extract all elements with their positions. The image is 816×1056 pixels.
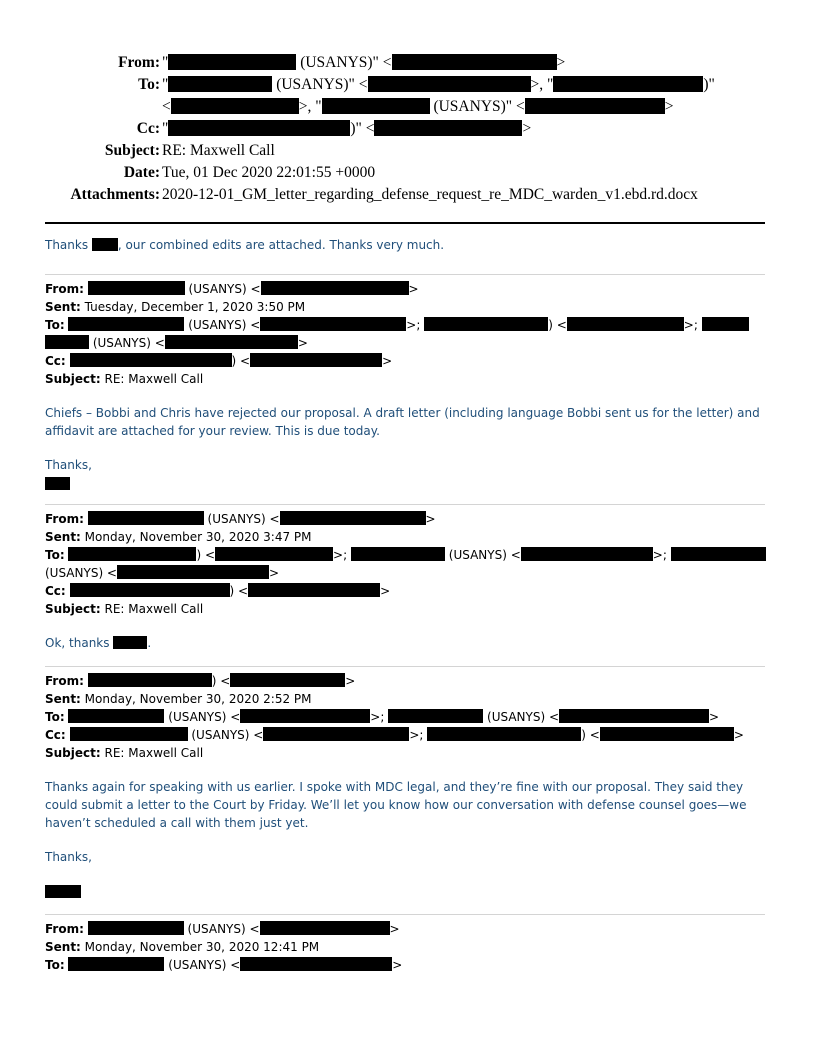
header-cc-label: Cc: bbox=[136, 120, 160, 137]
message-subject: Subject: RE: Maxwell Call bbox=[45, 372, 204, 386]
redaction bbox=[45, 335, 89, 349]
message-to-continued: (USANYS) < > bbox=[45, 334, 765, 352]
redaction bbox=[671, 547, 766, 561]
redaction bbox=[368, 76, 531, 92]
email-header bbox=[0, 52, 816, 206]
header-divider bbox=[45, 222, 765, 224]
header-attachment-filename[interactable]: 2020-12-01_GM_letter_regarding_defense_request_re_MDC_warden_v1.ebd.rd.docx bbox=[162, 186, 698, 203]
message-text: Chiefs – Bobbi and Chris have rejected our proposal. A draft letter (including language Bobbi sent us for the letter) and affidavit are attached for your review. This is due today. bbox=[45, 406, 760, 438]
redaction bbox=[521, 547, 653, 561]
redaction bbox=[427, 727, 581, 741]
header-attachments-row bbox=[0, 184, 816, 206]
redaction bbox=[260, 921, 390, 935]
redaction bbox=[168, 54, 296, 70]
header-to-row-continued bbox=[0, 96, 816, 118]
header-from-value: " (USANYS)" < > bbox=[162, 54, 566, 71]
redaction bbox=[263, 727, 409, 741]
redaction bbox=[322, 98, 430, 114]
header-to-row bbox=[0, 74, 816, 96]
message-to: To: (USANYS) < > bbox=[45, 958, 403, 972]
redaction bbox=[68, 547, 196, 561]
message-sent: Sent: Tuesday, December 1, 2020 3:50 PM bbox=[45, 300, 306, 314]
redaction bbox=[260, 317, 406, 331]
redaction bbox=[68, 709, 164, 723]
redaction bbox=[424, 317, 548, 331]
header-from-label: From: bbox=[118, 54, 160, 71]
signature-redaction bbox=[45, 885, 81, 898]
message-signoff: Thanks, bbox=[45, 850, 92, 864]
message-cc: Cc: ) < > bbox=[45, 354, 393, 368]
opening-message: Thanks , our combined edits are attached. Thanks very much. bbox=[45, 238, 445, 252]
message-to: To: ) < >; (USANYS) < >; bbox=[45, 546, 765, 564]
redaction bbox=[280, 511, 426, 525]
redaction bbox=[215, 547, 333, 561]
message-subject: Subject: RE: Maxwell Call bbox=[45, 602, 204, 616]
message-to-continued: (USANYS) < > bbox=[45, 566, 280, 580]
message-from: From: (USANYS) < > bbox=[45, 512, 436, 526]
message-to: To: (USANYS) < >; ) < >; bbox=[45, 316, 765, 334]
redaction bbox=[250, 353, 382, 367]
header-date-label: Date: bbox=[123, 164, 160, 181]
quoted-message bbox=[45, 274, 765, 490]
redaction bbox=[165, 335, 298, 349]
redaction bbox=[168, 120, 350, 136]
message-sent: Sent: Monday, November 30, 2020 2:52 PM bbox=[45, 692, 312, 706]
redaction bbox=[117, 565, 269, 579]
quoted-message bbox=[45, 914, 765, 974]
redaction bbox=[168, 76, 272, 92]
redaction bbox=[559, 709, 709, 723]
redaction bbox=[88, 281, 185, 295]
redaction bbox=[113, 636, 147, 649]
header-date-row bbox=[0, 162, 816, 184]
header-subject-row bbox=[0, 140, 816, 162]
message-text: Ok, thanks . bbox=[45, 636, 152, 650]
redaction bbox=[88, 511, 204, 525]
redaction bbox=[240, 709, 370, 723]
redaction bbox=[88, 673, 212, 687]
redaction bbox=[351, 547, 445, 561]
redaction bbox=[230, 673, 345, 687]
message-cc: Cc: ) < > bbox=[45, 584, 391, 598]
header-cc-value: " )" < > bbox=[162, 120, 532, 137]
header-to-value: " (USANYS)" < >, " )" bbox=[162, 76, 715, 93]
message-from: From: (USANYS) < > bbox=[45, 922, 400, 936]
redaction bbox=[388, 709, 483, 723]
redaction bbox=[240, 957, 392, 971]
header-attachments-label: Attachments: bbox=[70, 186, 160, 203]
redaction bbox=[567, 317, 684, 331]
redaction bbox=[70, 727, 188, 741]
message-from: From: (USANYS) < > bbox=[45, 282, 419, 296]
header-date-value: Tue, 01 Dec 2020 22:01:55 +0000 bbox=[162, 164, 376, 181]
message-cc: Cc: (USANYS) < >; ) < > bbox=[45, 728, 744, 742]
redaction bbox=[70, 583, 230, 597]
redaction bbox=[702, 317, 749, 331]
redaction bbox=[525, 98, 665, 114]
redaction bbox=[70, 353, 232, 367]
header-to-label: To: bbox=[138, 76, 160, 93]
redaction bbox=[374, 120, 522, 136]
redaction bbox=[553, 76, 703, 92]
message-text: Thanks again for speaking with us earlier. I spoke with MDC legal, and they’re fine with our proposal. They said they could submit a letter to the Court by Friday. We’ll let you know how our conversation with defense counsel goes—we haven’t scheduled a call with them just yet. bbox=[45, 780, 747, 830]
message-from: From: ) < > bbox=[45, 674, 356, 688]
redaction bbox=[88, 921, 184, 935]
quoted-message bbox=[45, 504, 765, 652]
signature-redaction bbox=[45, 477, 70, 490]
header-subject-value: RE: Maxwell Call bbox=[162, 142, 275, 159]
redaction bbox=[68, 957, 164, 971]
header-to-value-continued: < >, " (USANYS)" < > bbox=[162, 98, 674, 115]
header-subject-label: Subject: bbox=[104, 142, 160, 159]
redaction bbox=[261, 281, 409, 295]
message-sent: Sent: Monday, November 30, 2020 3:47 PM bbox=[45, 530, 312, 544]
redaction bbox=[392, 54, 557, 70]
redaction bbox=[68, 317, 184, 331]
redaction bbox=[171, 98, 299, 114]
redaction bbox=[600, 727, 734, 741]
header-from-row bbox=[0, 52, 816, 74]
redaction bbox=[248, 583, 380, 597]
redaction bbox=[92, 238, 118, 251]
message-signoff: Thanks, bbox=[45, 458, 92, 472]
quoted-message bbox=[45, 666, 765, 898]
message-subject: Subject: RE: Maxwell Call bbox=[45, 746, 204, 760]
header-cc-row bbox=[0, 118, 816, 140]
message-to: To: (USANYS) < >; (USANYS) < > bbox=[45, 710, 720, 724]
message-sent: Sent: Monday, November 30, 2020 12:41 PM bbox=[45, 940, 320, 954]
email-body bbox=[45, 236, 765, 974]
